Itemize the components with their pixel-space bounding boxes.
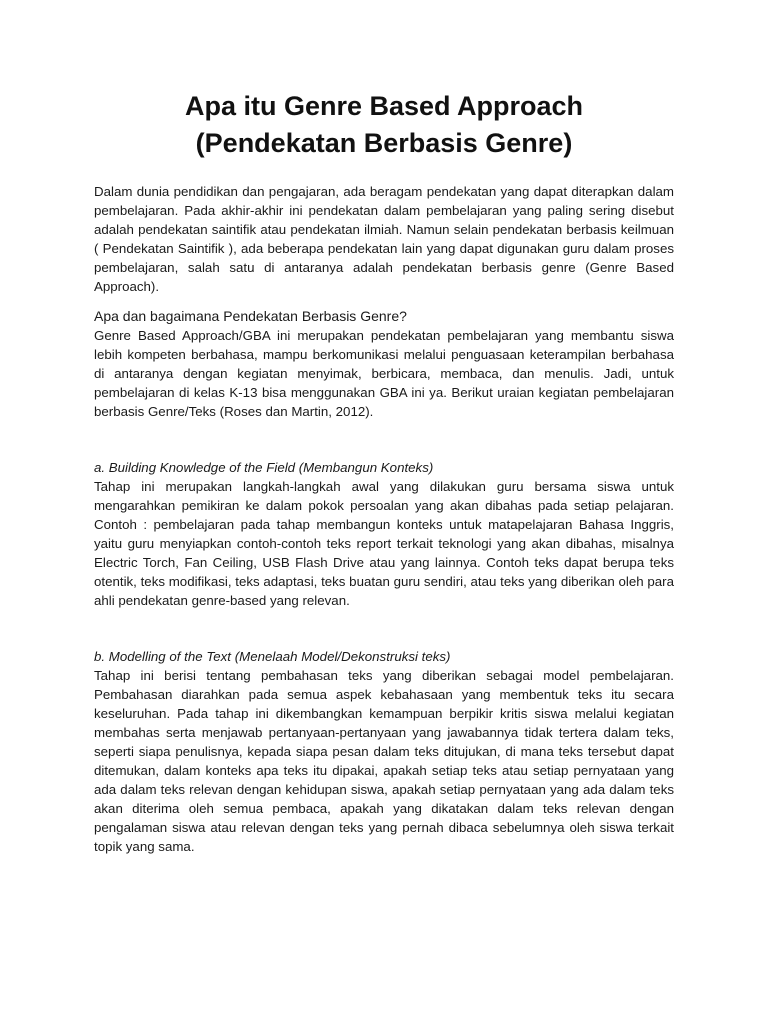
section-paragraph: Genre Based Approach/GBA ini merupakan pendekatan pembelajaran yang membantu siswa lebih kompeten berbahasa, mampu berkomunikasi melalui penguasaan keterampilan berbahasa di antaranya dengan kegiatan menyimak, berbicara, membaca, dan menulis. Jadi, untuk pembelajaran di kelas K-13 bisa menggunakan GBA ini ya. Berikut uraian kegiatan pembelajaran berbasis Genre/Teks (Roses dan Martin, 2012).	[94, 328, 674, 419]
title-line-1: Apa itu Genre Based Approach	[184, 91, 584, 121]
subsection-paragraph-a: Tahap ini merupakan langkah-langkah awal yang dilakukan guru bersama siswa untuk mengarahkan pemikiran ke dalam pokok persoalan yang akan dibahas pada setiap pelajaran. Contoh : pembelajaran pada tahap membangun konteks untuk matapelajaran Bahasa Inggris, yaitu guru menyiapkan contoh-contoh teks report terkait teknologi yang akan dibahas, misalnya Electric Torch, Fan Ceiling, USB Flash Drive atau yang lainnya. Contoh teks dapat berupa teks otentik, teks modifikasi, teks adaptasi, teks buatan guru sendiri, atau teks yang diberikan oleh para ahli pendekatan genre-based yang relevan.	[94, 479, 674, 608]
subsection-heading-a: a. Building Knowledge of the Field (Membangun Konteks)	[94, 460, 434, 475]
subsection-heading-b: b. Modelling of the Text (Menelaah Model/Dekonstruksi teks)	[94, 649, 451, 664]
title-line-2: (Pendekatan Berbasis Genre)	[195, 128, 573, 158]
section-heading: Apa dan bagaimana Pendekatan Berbasis Genre?	[94, 308, 407, 324]
document-content	[94, 88, 674, 856]
subsection-paragraph-b: Tahap ini berisi tentang pembahasan teks yang diberikan sebagai model pembelajaran. Pembahasan diarahkan pada semua aspek kebahasaan yang membentuk teks itu secara keseluruhan. Pada tahap ini dikembangkan kemampuan berpikir kritis siswa melalui kegiatan membahas serta menjawab pertanyaan-pertanyaan yang jawabannya tidak tertera dalam teks, seperti siapa penulisnya, kepada siapa pesan dalam teks ditujukan, di mana teks tersebut dapat ditemukan, dalam konteks apa teks itu dipakai, apakah setiap teks atau setiap pernyataan yang ada dalam teks relevan dengan kehidupan siswa, apakah setiap pernyataan yang ada dalam teks akan diterima oleh semua pembaca, apakah yang dikatakan dalam teks relevan dengan pengalaman siswa atau relevan dengan teks yang pernah dibaca sebelumnya oleh siswa terkait topik yang sama.	[94, 668, 674, 854]
document-title	[94, 88, 674, 162]
intro-paragraph: Dalam dunia pendidikan dan pengajaran, ada beragam pendekatan yang dapat diterapkan dalam pembelajaran. Pada akhir-akhir ini pendekatan dalam pembelajaran yang paling sering disebut adalah pendekatan saintifik atau pendekatan ilmiah. Namun selain pendekatan berbasis keilmuan ( Pendekatan Saintifik ), ada beberapa pendekatan lain yang dapat digunakan guru dalam proses pembelajaran, salah satu di antaranya adalah pendekatan berbasis genre (Genre Based Approach).	[94, 184, 674, 294]
